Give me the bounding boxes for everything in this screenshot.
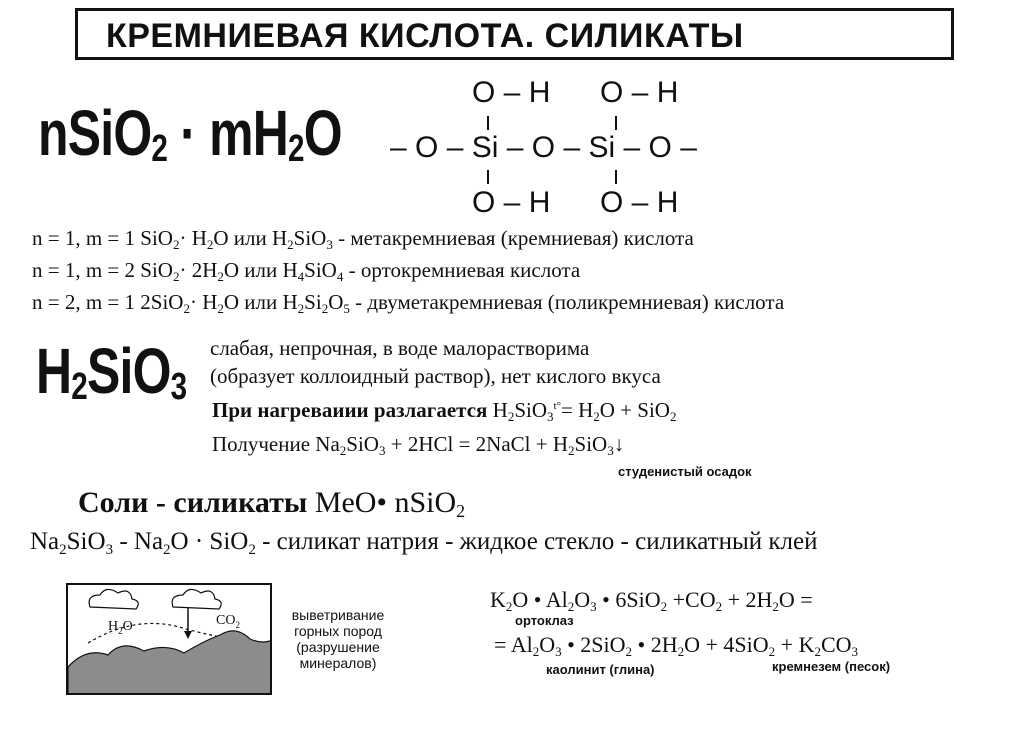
- preparation-equation: Получение $Na_2SiO_3 + 2HCl$ = 2NaCl + $H_2SiO_3↓$: [212, 432, 625, 458]
- orthoclase-equation: $K_2O$ • $Al_2O_3$ • $6SiO_2 +CO_2 + 2H_2O$ =: [490, 587, 813, 614]
- precipitate-note: студенистый осадок: [618, 464, 752, 479]
- si-o-chain: – O – Si – O – Si – O –: [390, 131, 697, 164]
- mountain-shape: [68, 631, 272, 695]
- oh-group-top-2: O – H: [600, 76, 679, 109]
- precipitate-arrow: ↓: [613, 432, 625, 456]
- cloud-icon: [89, 589, 138, 609]
- weathering-caption: выветривание горных пород (разрушение минералов): [291, 607, 385, 671]
- acid-line-3: n = 2, m = 1 $2SiO_2\cdot H_2O$ или $H_2Si_2O_5$ - двуметакремниевая (поликремниевая) кислота: [32, 290, 785, 316]
- acid-line-2: n = 1, m = 2 $SiO_2\cdot 2H_2O$ или $H_4SiO_4$ - ортокремниевая кислота: [32, 258, 581, 284]
- property-line-1: слабая, непрочная, в воде малорастворима: [210, 336, 590, 360]
- silica-note: кремнезем (песок): [772, 659, 891, 674]
- bond-top-2: [615, 116, 617, 130]
- title-box: [75, 8, 954, 60]
- oh-group-bottom-2: O – H: [600, 186, 679, 219]
- acid-line-1: n = 1, m = 1 $SiO_2\cdot H_2O$ или $H_2SiO_3$ - метакремниевая (кремниевая) кислота: [32, 226, 694, 252]
- page-title: КРЕМНИЕВАЯ КИСЛОТА. СИЛИКАТЫ: [106, 17, 744, 55]
- weathering-diagram: [66, 583, 272, 695]
- rain-arrow-head: [184, 631, 192, 639]
- sodium-silicate-line: $Na_2SiO_3 - Na_2O \cdot SiO_2$ - силикат натрия - жидкое стекло - силикатный клей: [30, 528, 818, 558]
- general-formula: nSiO$_2$ · $mH_2O$: [38, 97, 342, 170]
- h2o-label: $H_2O$: [108, 619, 133, 636]
- heat-decomposition: При нагреваиии разлагается $H_2SiO_3^{t^\circ}= H_2O + SiO_2$: [212, 398, 677, 424]
- orthoclase-note: ортоклаз: [515, 613, 574, 628]
- h2sio3-formula: $H_2SiO_3$: [36, 335, 187, 408]
- oh-group-bottom-1: O – H: [472, 186, 551, 219]
- bond-bottom-1: [487, 170, 489, 184]
- kaolinite-note: каолинит (глина): [546, 662, 655, 677]
- cloud-icon: [172, 589, 221, 609]
- mountain-illustration: [68, 585, 272, 695]
- kaolinite-equation: = $Al_2O_3$ • 2SiO$_2$ • $2H_2O + 4SiO_2 + K_2CO_3$: [494, 632, 859, 659]
- property-line-2: (образует коллоидный раствор), нет кислого вкуса: [210, 364, 661, 388]
- bond-top-1: [487, 116, 489, 130]
- oh-group-top-1: O – H: [472, 76, 551, 109]
- co2-label: $CO_2$: [216, 613, 240, 630]
- bond-bottom-2: [615, 170, 617, 184]
- salts-heading: Соли - силикаты MeO• nSiO$_2$: [78, 486, 466, 521]
